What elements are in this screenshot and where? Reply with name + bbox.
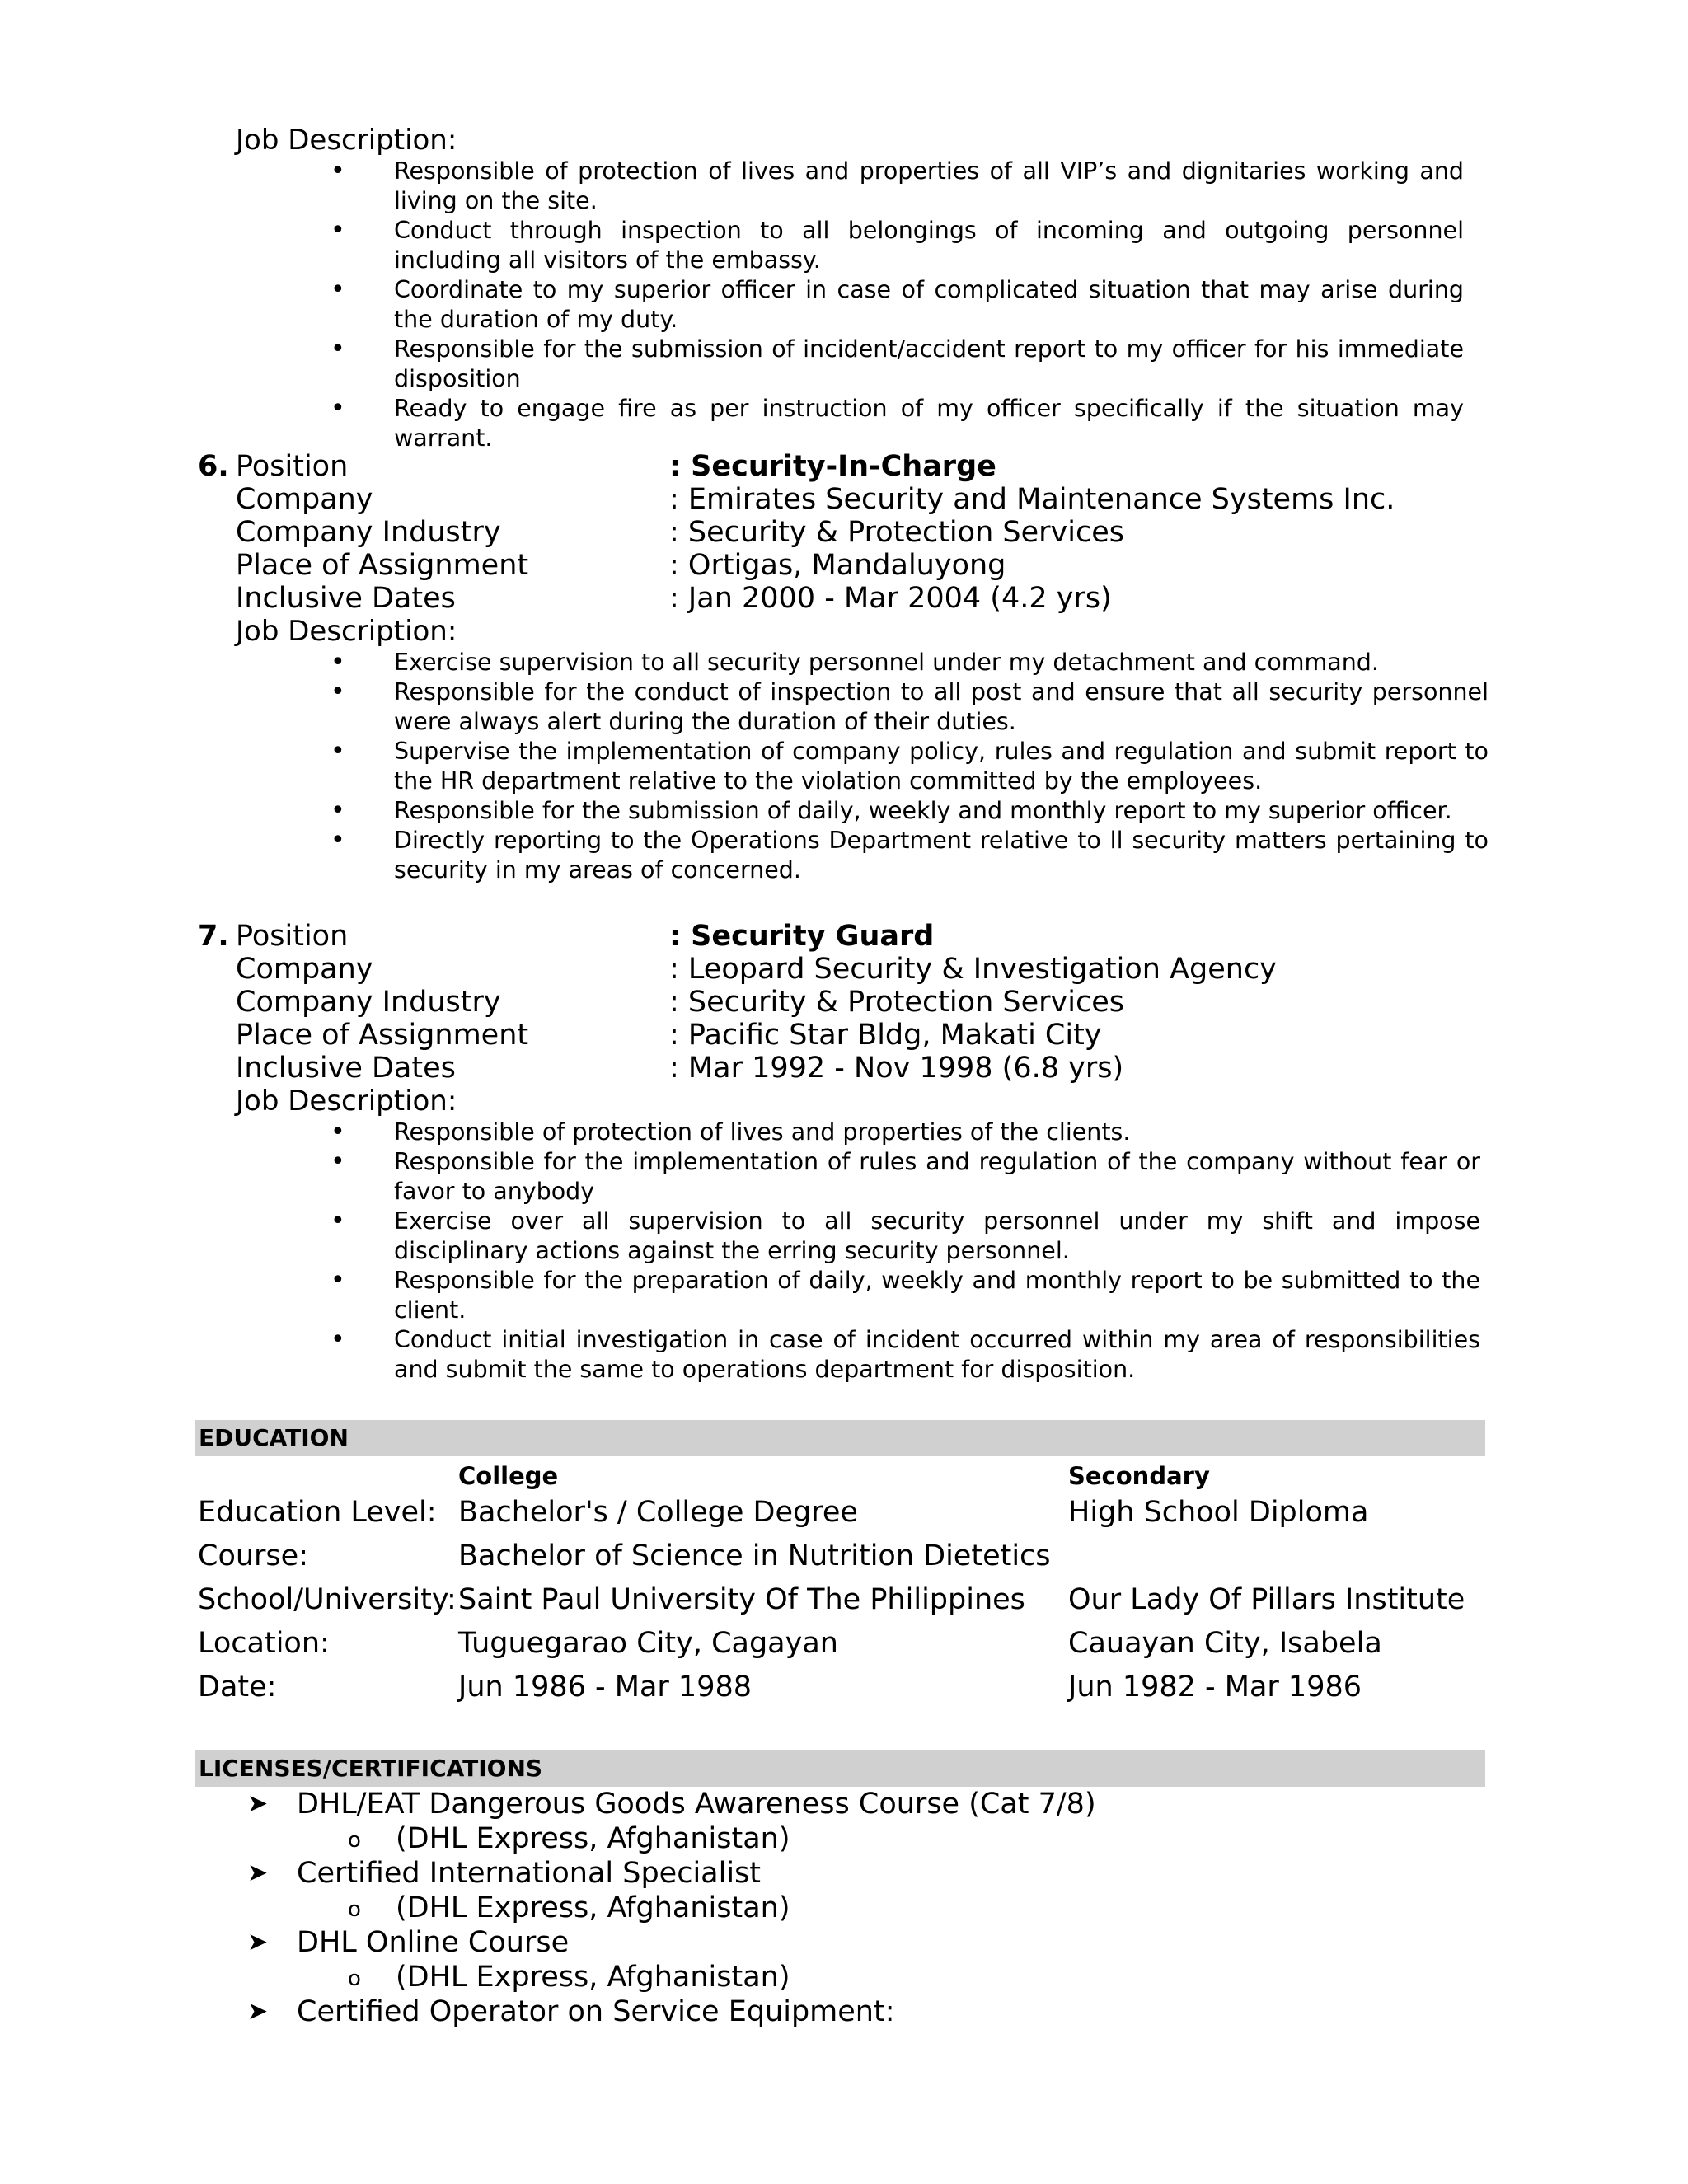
place-of-assignment-label: Place of Assignment (236, 549, 529, 582)
license-title: DHL/EAT Dangerous Goods Awareness Course (Cat 7/8) (297, 1788, 1096, 1821)
license-issuer: (DHL Express, Afghanistan) (396, 1891, 790, 1924)
list-item: • Coordinate to my superior officer in case of complicated situation that may arise during the duration of my duty. (236, 275, 1464, 335)
location-college: Tuguegarao City, Cagayan (458, 1627, 838, 1660)
place-of-assignment-value: : Pacific Star Bldg, Makati City (669, 1019, 1102, 1052)
list-item: • Conduct through inspection to all belongings of incoming and outgoing personnel including all visitors of the embassy. (236, 216, 1464, 275)
list-item: • Exercise supervision to all security personnel under my detachment and command. (236, 648, 1489, 677)
course-label: Course: (198, 1540, 308, 1572)
school-college: Saint Paul University Of The Philippines (458, 1583, 1025, 1616)
arrow-bullet-icon: ➤ (247, 1928, 269, 1957)
license-title: Certified International Specialist (297, 1857, 762, 1890)
job-6-details (198, 450, 1434, 615)
licenses-list (247, 1787, 1484, 2029)
job-description-label: Job Description: (236, 124, 457, 157)
arrow-bullet-icon: ➤ (247, 1789, 269, 1818)
circle-bullet-icon: o (348, 1966, 361, 1991)
list-item: • Responsible of protection of lives and properties of all VIP’s and dignitaries working and living on the site. (236, 157, 1464, 216)
place-of-assignment-value: : Ortigas, Mandaluyong (669, 549, 1006, 582)
license-title: DHL Online Course (297, 1926, 570, 1959)
list-item: • Conduct initial investigation in case of incident occurred within my area of responsibilities and submit the same to operations department for disposition. (236, 1325, 1480, 1385)
company-industry-value: : Security & Protection Services (669, 986, 1124, 1019)
license-title: Certified Operator on Service Equipment: (297, 1995, 895, 2028)
licenses-heading: LICENSES/CERTIFICATIONS (195, 1750, 1485, 1787)
list-item: • Responsible for the submission of incident/accident report to my officer for his immediate disposition (236, 335, 1464, 394)
list-item (247, 1925, 1484, 1960)
job-7-details (198, 920, 1434, 1085)
position-label: Position (236, 920, 349, 953)
school-secondary: Our Lady Of Pillars Institute (1068, 1583, 1465, 1616)
company-industry-label: Company Industry (236, 986, 501, 1019)
date-label: Date: (198, 1671, 277, 1704)
education-heading: EDUCATION (195, 1420, 1485, 1456)
date-secondary: Jun 1982 - Mar 1986 (1068, 1671, 1362, 1704)
job5-bullet-list (236, 157, 1464, 453)
inclusive-dates-label: Inclusive Dates (236, 1052, 456, 1085)
education-level-label: Education Level: (198, 1496, 437, 1529)
place-of-assignment-label: Place of Assignment (236, 1019, 529, 1052)
job-number: 6. (198, 450, 229, 483)
list-item: • Exercise over all supervision to all security personnel under my shift and impose disciplinary actions against the erring security personnel. (236, 1207, 1480, 1266)
college-column-header: College (458, 1462, 559, 1490)
education-level-college: Bachelor's / College Degree (458, 1496, 858, 1529)
arrow-bullet-icon: ➤ (247, 1858, 269, 1887)
company-label: Company (236, 483, 373, 516)
list-item (247, 1960, 1484, 1994)
position-label: Position (236, 450, 349, 483)
list-item: • Responsible for the submission of daily, weekly and monthly report to my superior officer. (236, 796, 1489, 826)
company-industry-value: : Security & Protection Services (669, 516, 1124, 549)
list-item (247, 1891, 1484, 1925)
license-issuer: (DHL Express, Afghanistan) (396, 1961, 790, 1994)
location-label: Location: (198, 1627, 330, 1660)
company-value: : Emirates Security and Maintenance Systems Inc. (669, 483, 1395, 516)
job6-bullet-list (236, 648, 1489, 885)
job-number: 7. (198, 920, 229, 953)
list-item (247, 1856, 1484, 1891)
education-level-secondary: High School Diploma (1068, 1496, 1369, 1529)
inclusive-dates-value: : Mar 1992 - Nov 1998 (6.8 yrs) (669, 1052, 1124, 1085)
list-item (247, 1787, 1484, 1821)
job-description-label: Job Description: (236, 615, 457, 648)
course-college: Bachelor of Science in Nutrition Dietetics (458, 1540, 1051, 1572)
list-item: • Ready to engage fire as per instruction of my officer specifically if the situation may warrant. (236, 394, 1464, 453)
list-item: • Responsible of protection of lives and properties of the clients. (236, 1118, 1480, 1147)
company-label: Company (236, 953, 373, 986)
secondary-column-header: Secondary (1068, 1462, 1210, 1490)
list-item: • Responsible for the conduct of inspection to all post and ensure that all security personnel were always alert during the duration of their duties. (236, 677, 1489, 737)
position-value: : Security-In-Charge (669, 450, 996, 483)
school-label: School/University: (198, 1583, 457, 1616)
list-item: • Responsible for the preparation of daily, weekly and monthly report to be submitted to the client. (236, 1266, 1480, 1325)
position-value: : Security Guard (669, 920, 935, 953)
arrow-bullet-icon: ➤ (247, 1997, 269, 2026)
company-value: : Leopard Security & Investigation Agency (669, 953, 1277, 986)
job-description-label: Job Description: (236, 1085, 457, 1118)
job7-bullet-list (236, 1118, 1480, 1385)
inclusive-dates-label: Inclusive Dates (236, 582, 456, 615)
circle-bullet-icon: o (348, 1828, 361, 1853)
company-industry-label: Company Industry (236, 516, 501, 549)
date-college: Jun 1986 - Mar 1988 (458, 1671, 752, 1704)
location-secondary: Cauayan City, Isabela (1068, 1627, 1382, 1660)
list-item (247, 1994, 1484, 2029)
list-item: • Supervise the implementation of company policy, rules and regulation and submit report to the HR department relative to the violation committed by the employees. (236, 737, 1489, 796)
list-item: • Directly reporting to the Operations Department relative to ll security matters pertaining to security in my areas of concerned. (236, 826, 1489, 885)
inclusive-dates-value: : Jan 2000 - Mar 2004 (4.2 yrs) (669, 582, 1112, 615)
list-item (247, 1821, 1484, 1856)
license-issuer: (DHL Express, Afghanistan) (396, 1822, 790, 1855)
list-item: • Responsible for the implementation of rules and regulation of the company without fear or favor to anybody (236, 1147, 1480, 1207)
circle-bullet-icon: o (348, 1897, 361, 1922)
